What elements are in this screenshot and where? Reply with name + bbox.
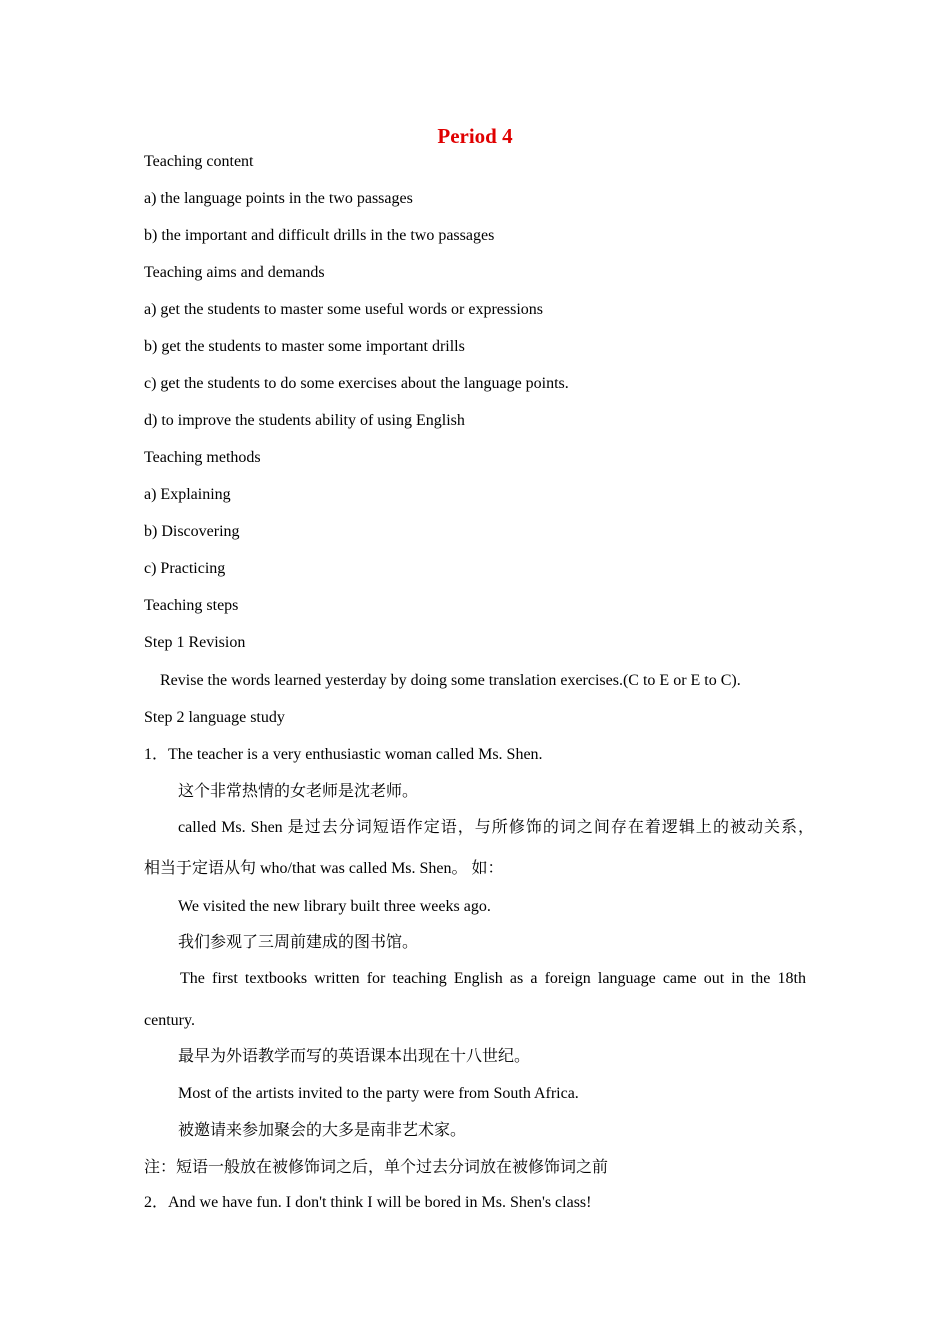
chinese-translation: 这个非常热情的女老师是沈老师。 <box>178 783 419 800</box>
note-line: 注：短语一般放在被修饰词之后，单个过去分词放在被修饰词之前 <box>144 1159 609 1176</box>
numbered-item: 1．The teacher is a very enthusiastic woman called Ms. Shen. <box>144 746 543 763</box>
page-title: Period 4 <box>437 124 513 148</box>
explanation-line: 相当于定语从句 who/that was called Ms. Shen。 如： <box>144 860 504 877</box>
text-line: b) Discovering <box>144 523 240 540</box>
step-heading: Step 2 language study <box>144 709 285 726</box>
text-line: b) get the students to master some important drills <box>144 338 465 355</box>
chinese-translation: 最早为外语教学而写的英语课本出现在十八世纪。 <box>178 1048 531 1065</box>
text-line: a) get the students to master some useful words or expressions <box>144 301 544 318</box>
text-line: a) the language points in the two passages <box>144 190 413 207</box>
text-line: Revise the words learned yesterday by doing some translation exercises.(C to E or E to C). <box>160 672 741 689</box>
heading-teaching-aims: Teaching aims and demands <box>144 264 325 281</box>
chinese-translation: 被邀请来参加聚会的大多是南非艺术家。 <box>178 1122 467 1139</box>
example-sentence: century. <box>144 1012 195 1029</box>
chinese-translation: 我们参观了三周前建成的图书馆。 <box>178 934 419 951</box>
example-sentence: Most of the artists invited to the party were from South Africa. <box>178 1085 579 1102</box>
example-sentence: We visited the new library built three weeks ago. <box>178 898 491 915</box>
explanation-line: called Ms. Shen 是过去分词短语作定语，与所修饰的词之间存在着逻辑上的被动关系， <box>178 819 814 836</box>
numbered-item: 2．And we have fun. I don't think I will be bored in Ms. Shen's class! <box>144 1194 592 1211</box>
heading-teaching-steps: Teaching steps <box>144 597 239 614</box>
text-line: c) Practicing <box>144 560 226 577</box>
text-line: d) to improve the students ability of using English <box>144 412 465 429</box>
example-sentence: The first textbooks written for teaching English as a foreign language came out in the 18th <box>180 970 806 987</box>
text-line: c) get the students to do some exercises about the language points. <box>144 375 569 392</box>
heading-teaching-content: Teaching content <box>144 153 254 170</box>
step-heading: Step 1 Revision <box>144 634 246 651</box>
heading-teaching-methods: Teaching methods <box>144 449 261 466</box>
text-line: b) the important and difficult drills in the two passages <box>144 227 495 244</box>
text-line: a) Explaining <box>144 486 231 503</box>
